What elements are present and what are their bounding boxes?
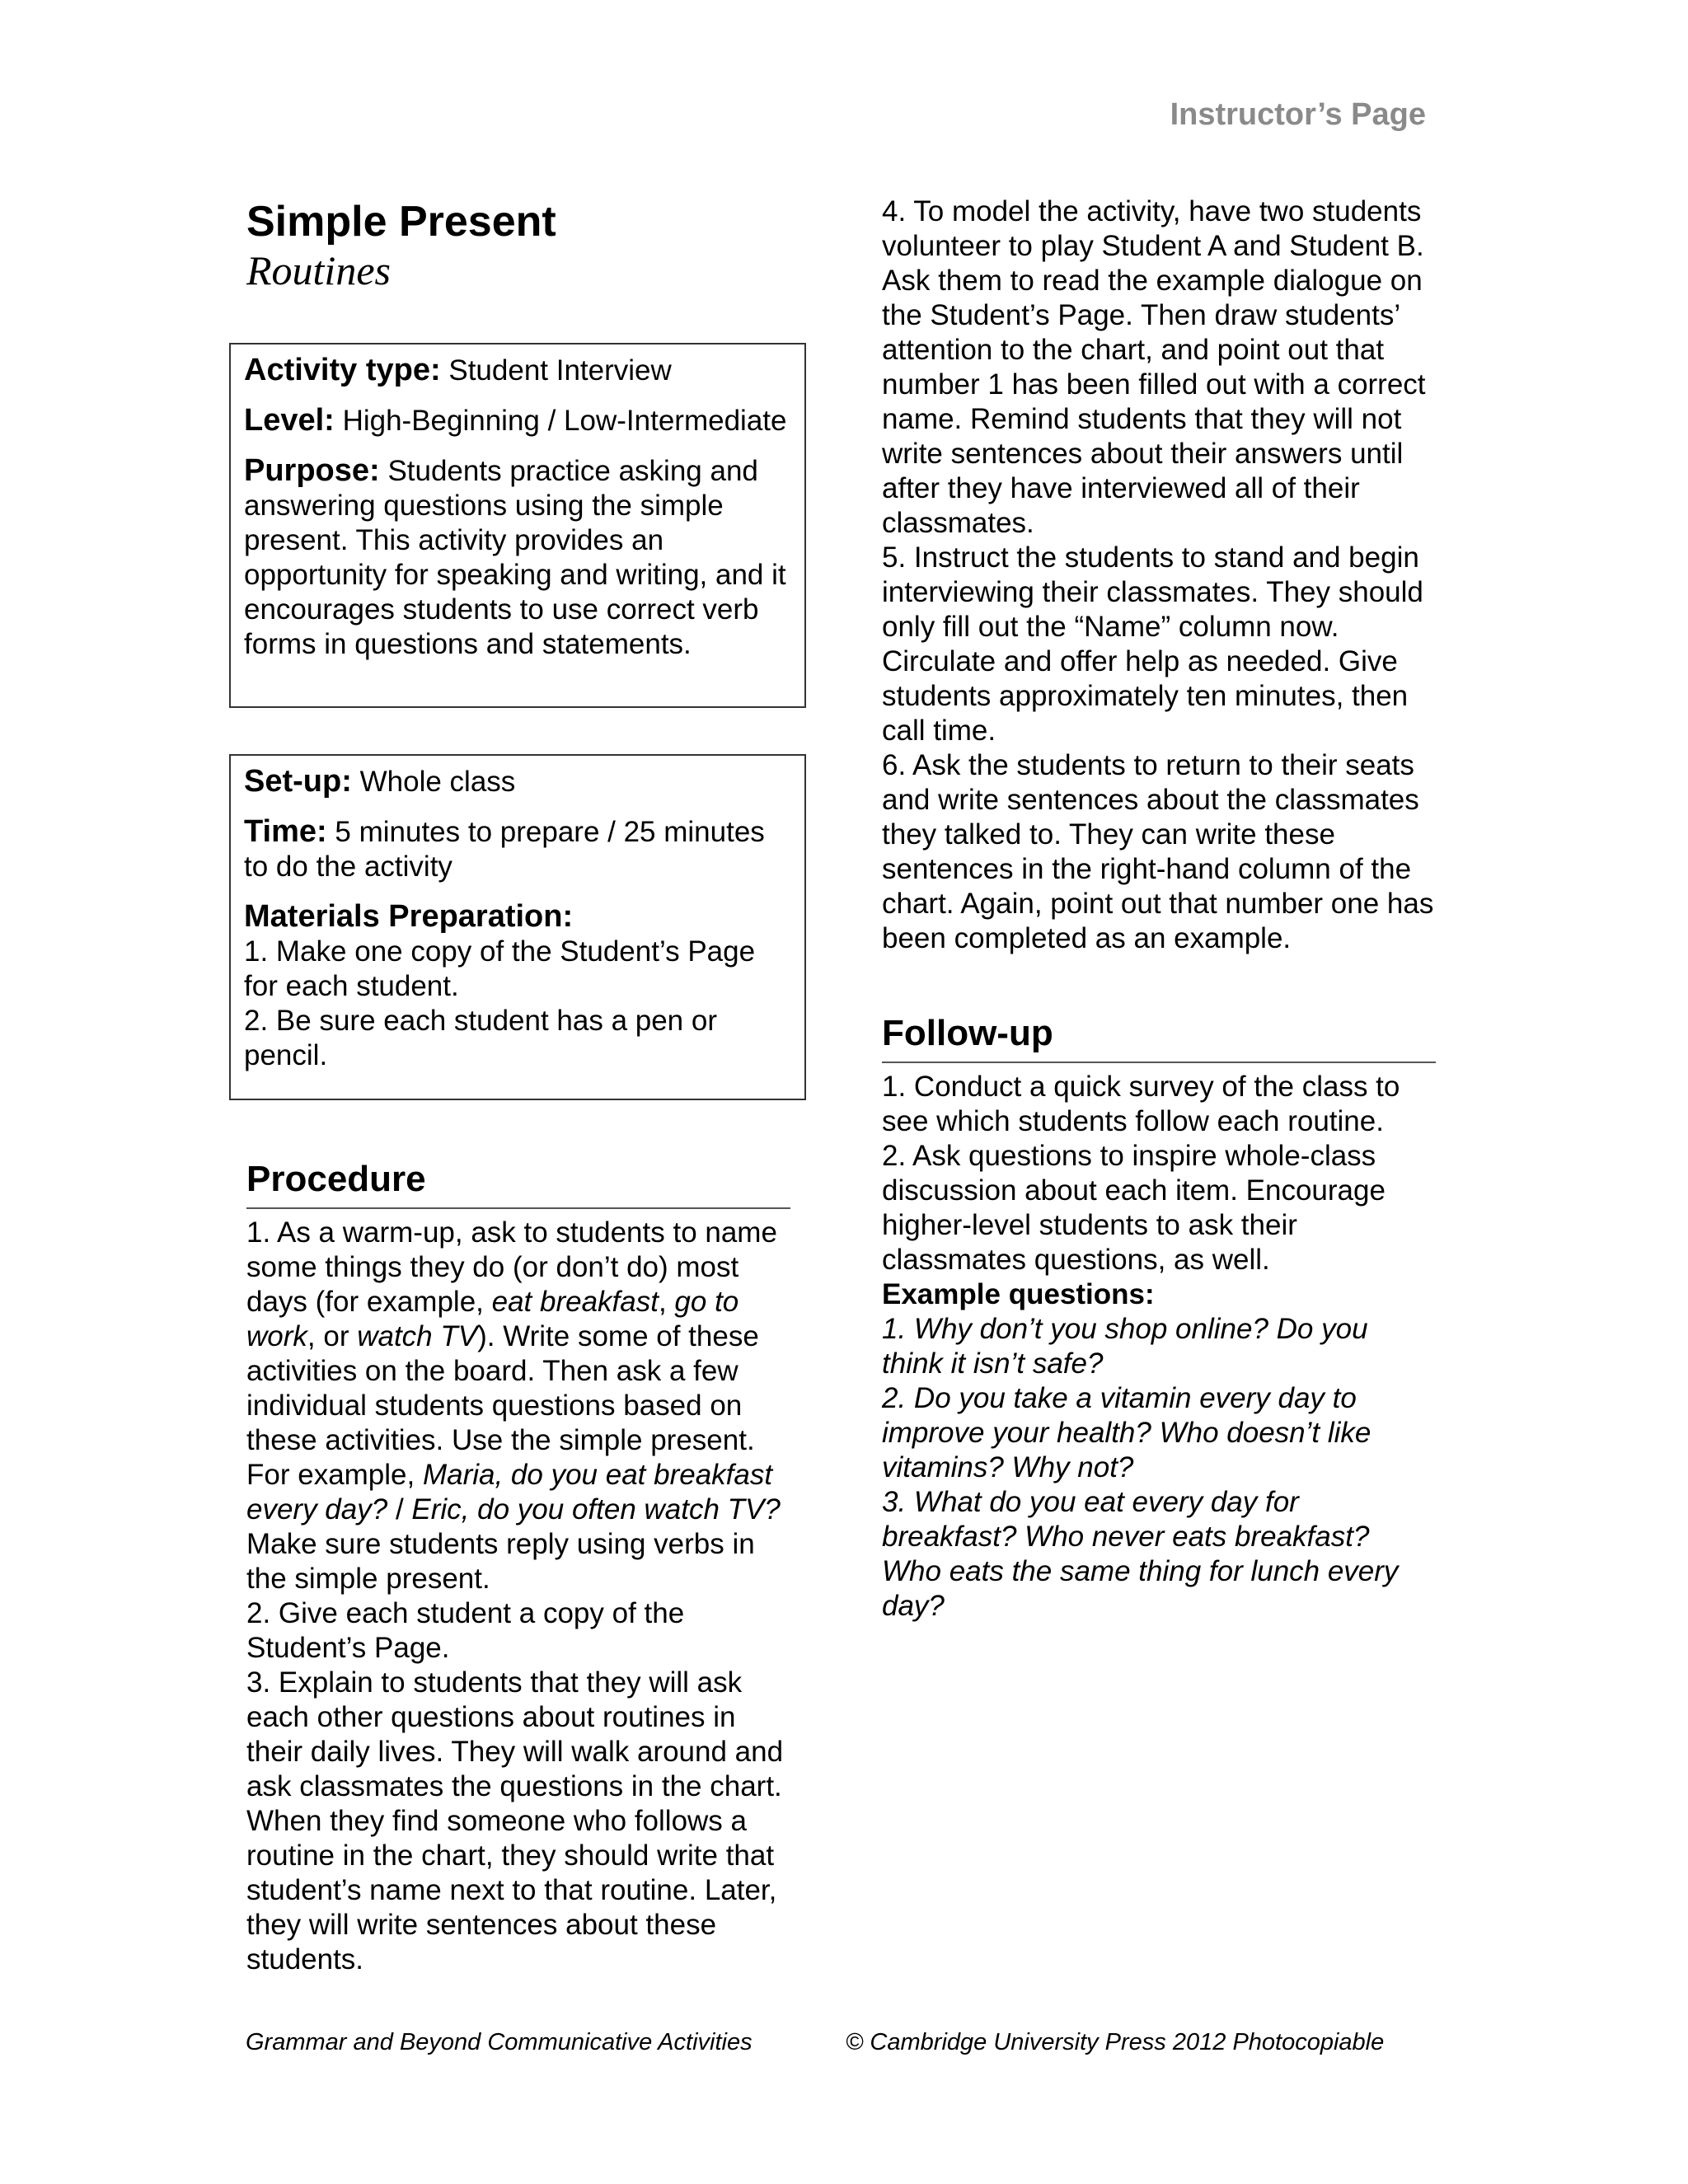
procedure-step-1-example-eric: Eric, do you often watch TV? [411, 1493, 781, 1526]
materials [244, 899, 791, 1073]
purpose-value: Students practice asking and answering questions using the simple present. This activity provides an opportunity for speaking and writing, and it encourages students to use correct verb forms in questions and statements. [244, 455, 786, 660]
procedure-step-4: 4. To model the activity, have two students volunteer to play Student A and Student B. Ask them to read the example dialogue on the Student’s Page. Then draw students’ attention to the chart, and point out that number 1 has been filled out with a correct name. Remind students that they will not write sentences about their answers until after they have interviewed all of their classmates. [882, 195, 1426, 539]
procedure-step-1-text-d: ). Write some of these activities on the board. Then ask a few individual students questions based on these activities. Use the simple present. For example, [246, 1320, 759, 1491]
materials-label: Materials Preparation: [244, 899, 574, 934]
example-question-3-text: 3. What do you eat every day for breakfast? Who never eats breakfast? Who eats the same thing for lunch every day? [882, 1486, 1399, 1622]
time [244, 814, 791, 884]
activity-type-label: Activity type: [244, 353, 441, 387]
procedure-step-1-text-f: Make sure students reply using verbs in the simple present. [246, 1528, 755, 1595]
procedure-step-1-text-e: / [387, 1493, 412, 1526]
procedure-step-1-example-tv: watch TV [357, 1320, 478, 1352]
setup-value: Whole class [359, 766, 516, 798]
procedure-body [246, 1216, 790, 1977]
example-question-3 [882, 1485, 1436, 1624]
example-question-1 [882, 1312, 1436, 1381]
followup-item-2: 2. Ask questions to inspire whole-class discussion about each item. Encourage higher-level students to ask their classmates questions, as well. [882, 1140, 1386, 1276]
activity-type-value: Student Interview [448, 354, 672, 387]
setup [244, 764, 791, 799]
procedure-section [229, 1156, 790, 1977]
setup-info-box [229, 754, 806, 1100]
purpose [244, 453, 791, 662]
procedure-step-1-text-b: , [658, 1286, 675, 1318]
purpose-label: Purpose: [244, 453, 380, 488]
procedure-heading: Procedure [246, 1156, 790, 1209]
level-label: Level: [244, 403, 335, 438]
left-column [229, 198, 806, 1977]
procedure-step-1-example-maria: Maria, do you eat breakfast every day? [246, 1459, 773, 1526]
followup-heading: Follow-up [882, 1010, 1436, 1063]
page-title: Simple Present [246, 198, 556, 246]
followup-item-1: 1. Conduct a quick survey of the class to see which students follow each routine. [882, 1071, 1400, 1137]
procedure-step-2: 2. Give each student a copy of the Student’s Page. [246, 1597, 685, 1664]
procedure-step-6: 6. Ask the students to return to their seats and write sentences about the classmates they talked to. They can write these sentences in the right-hand column of the chart. Again, point out that number one has been completed as an example. [882, 749, 1434, 954]
procedure-step-1-example-eat: eat breakfast [491, 1286, 659, 1318]
setup-label: Set-up: [244, 764, 352, 799]
materials-item-1: 1. Make one copy of the Student’s Page for each student. [244, 935, 756, 1002]
procedure-continued [882, 194, 1436, 956]
level [244, 403, 791, 438]
example-questions-label: Example questions: [882, 1278, 1155, 1310]
procedure-step-1-example-work: go to work [246, 1286, 739, 1352]
level-value: High-Beginning / Low-Intermediate [342, 405, 787, 437]
procedure-step-5: 5. Instruct the students to stand and begin interviewing their classmates. They should only fill out the “Name” column now. Circulate and offer help as needed. Give students approximately ten minutes, then call time. [882, 541, 1423, 747]
time-label: Time: [244, 814, 327, 849]
page-subtitle: Routines [246, 247, 391, 293]
example-question-2-text: 2. Do you take a vitamin every day to improve your health? Who doesn’t like vitamins? Why not? [882, 1382, 1372, 1483]
followup-section [882, 1010, 1436, 1624]
right-column [882, 194, 1436, 1624]
example-question-1-text: 1. Why don’t you shop online? Do you think it isn’t safe? [882, 1313, 1368, 1380]
procedure-step-1 [246, 1216, 790, 1596]
followup-body [882, 1070, 1436, 1624]
example-question-2 [882, 1381, 1436, 1485]
page-label: Instructor’s Page [1170, 97, 1426, 132]
procedure-step-3: 3. Explain to students that they will ask each other questions about routines in their daily lives. They will walk around and ask classmates the questions in the chart. When they find someone who follows a routine in the chart, they should write that student’s name next to that routine. Later, they will write sentences about these students. [246, 1666, 784, 1975]
procedure-step-1-text-c: , or [307, 1320, 358, 1352]
materials-item-2: 2. Be sure each student has a pen or pencil. [244, 1005, 717, 1071]
activity-info-box [229, 343, 806, 708]
activity-type [244, 353, 791, 388]
time-value: 5 minutes to prepare / 25 minutes to do the activity [244, 816, 765, 883]
footer-right: © Cambridge University Press 2012 Photocopiable [846, 2029, 1385, 2055]
footer-left: Grammar and Beyond Communicative Activities [246, 2029, 753, 2055]
procedure-step-1-text-a: 1. As a warm-up, ask to students to name some things they do (or don’t do) most days (for example, [246, 1216, 777, 1318]
